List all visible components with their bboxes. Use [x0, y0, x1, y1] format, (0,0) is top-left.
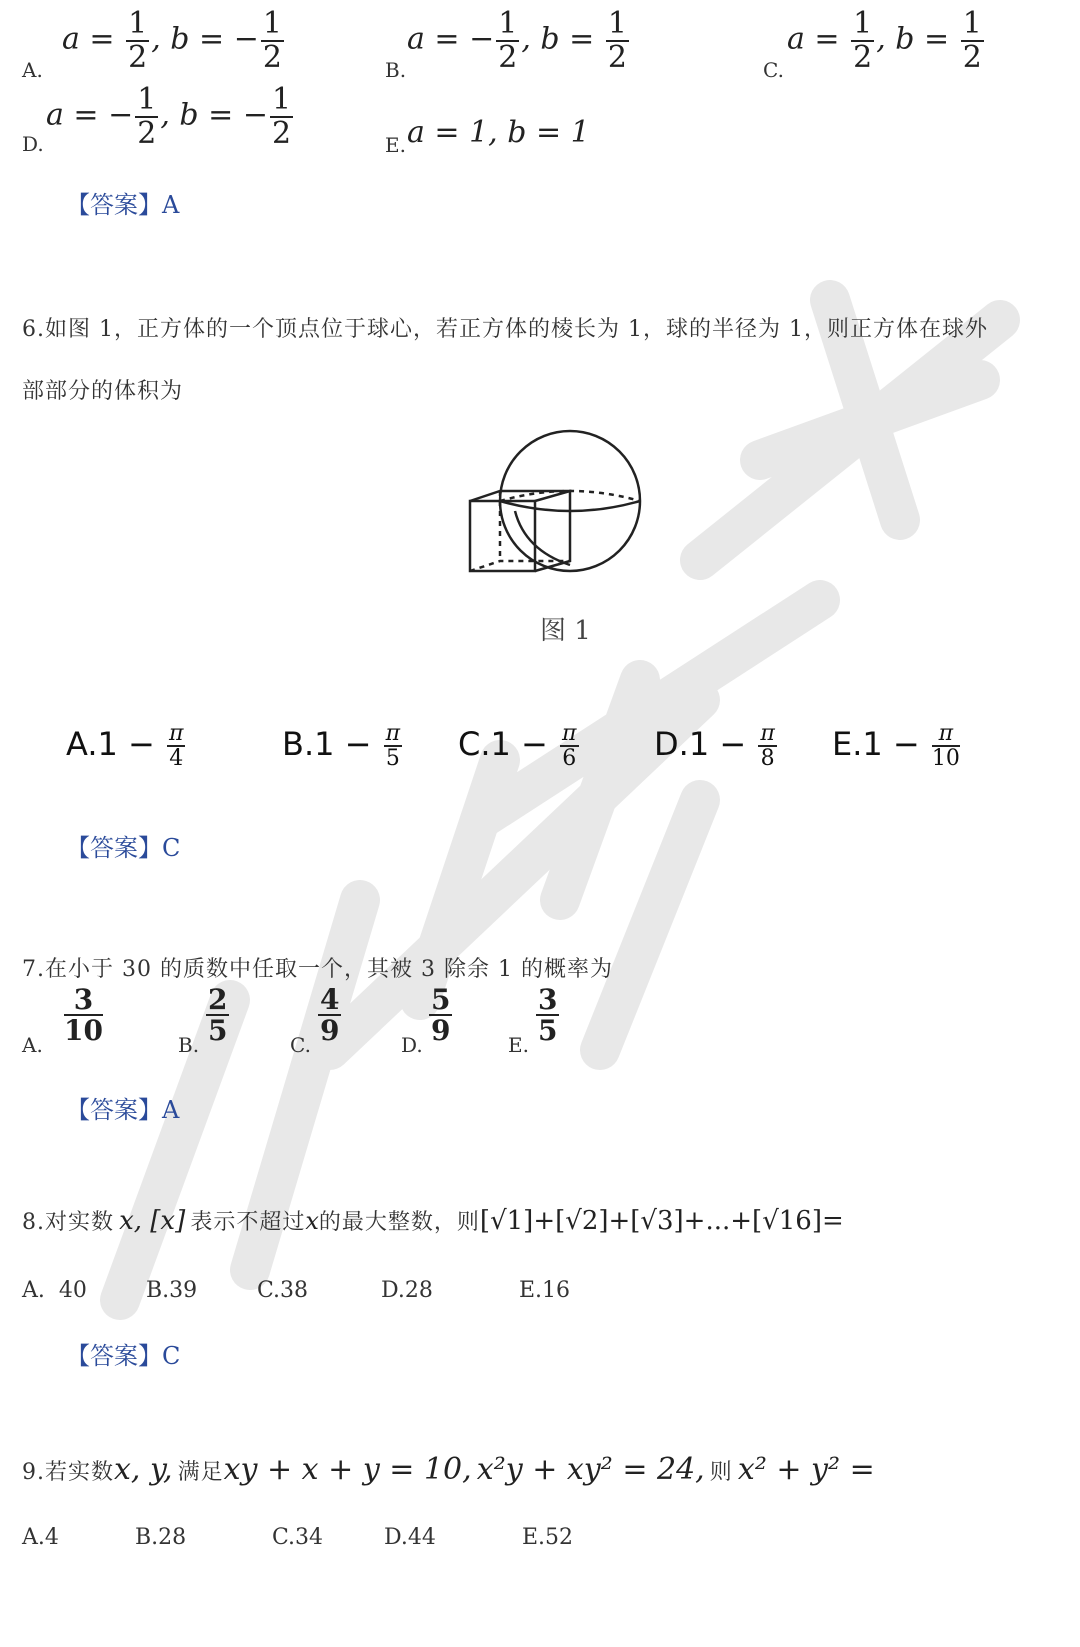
q5-option-expr: a = 1, b = 1: [407, 115, 590, 150]
q6-option-label: C.1 −: [458, 725, 548, 764]
q8-option-e: E.16: [519, 1278, 571, 1303]
q8-option-a: A. 40: [22, 1278, 87, 1303]
q6-option-b: B.1 − $\frac{\pi}{5}$: [282, 721, 401, 772]
q6-option-label: A.1 −: [66, 725, 155, 764]
q5-option-expr: a = − $\frac{1}{2}$ , b = $\frac{1}{2}$: [407, 6, 627, 75]
q5-option-letter: E.: [385, 133, 406, 157]
q5-option-expr: a = − $\frac{1}{2}$ , b = − $\frac{1}{2}$: [46, 82, 292, 151]
q7-answer: 【答案】A: [66, 1096, 180, 1124]
q6-option-d: D.1 − $\frac{\pi}{8}$: [654, 721, 775, 772]
q6-answer: 【答案】C: [66, 834, 181, 862]
q5-answer: 【答案】A: [66, 191, 180, 219]
q5-option-expr: a = $\frac{1}{2}$ , b = $\frac{1}{2}$: [787, 6, 982, 75]
q6-option-label: D.1 −: [654, 725, 747, 764]
q5-option-b: [385, 8, 705, 88]
q9-option-c: C.34: [272, 1525, 324, 1550]
q5-option-letter: D.: [22, 132, 44, 156]
q6-option-label: E.1 −: [832, 725, 920, 764]
q5-option-letter: A.: [22, 58, 43, 82]
q5-option-d: [22, 84, 362, 164]
q5-option-letter: B.: [385, 58, 407, 82]
q8-option-c: C.38: [257, 1278, 309, 1303]
q9-option-d: D.44: [384, 1525, 436, 1550]
q6-question-line1: 6.如图 1，正方体的一个顶点位于球心，若正方体的棱长为 1，球的半径为 1，则正方体在球外: [22, 317, 988, 342]
q5-option-expr: a = $\frac{1}{2}$ , b = − $\frac{1}{2}$: [62, 6, 282, 75]
q6-option-c: C.1 − $\frac{\pi}{6}$: [458, 721, 577, 772]
q8-option-b: B.39: [146, 1278, 198, 1303]
figure-caption: 图 1: [540, 616, 591, 646]
cube-sphere-figure: [460, 425, 650, 585]
q9-option-e: E.52: [522, 1525, 574, 1550]
q8-question: 8.对实数 x, [x] 表示不超过x的最大整数，则[√1]+[√2]+[√3]+...+[√16]=: [22, 1206, 844, 1236]
q7-question: 7.在小于 30 的质数中任取一个，其被 3 除余 1 的概率为: [22, 957, 613, 982]
q9-question: 9.若实数x, y, 满足xy + x + y = 10, x²y + xy² = 24, 则 x² + y² =: [22, 1452, 875, 1487]
q5-option-letter: C.: [763, 58, 784, 82]
q8-answer: 【答案】C: [66, 1342, 181, 1370]
q6-question-line2: 部部分的体积为: [22, 379, 184, 404]
q6-option-e: E.1 − $\frac{\pi}{10}$: [832, 721, 960, 772]
q8-option-d: D.28: [381, 1278, 433, 1303]
q5-option-e: [385, 115, 685, 165]
q6-option-a: A.1 − $\frac{\pi}{4}$: [66, 721, 184, 772]
q5-option-c: [763, 8, 1073, 88]
q9-option-b: B.28: [135, 1525, 187, 1550]
q9-option-a: A.4: [22, 1525, 59, 1550]
q5-option-a: [22, 8, 342, 88]
q6-option-label: B.1 −: [282, 725, 372, 764]
